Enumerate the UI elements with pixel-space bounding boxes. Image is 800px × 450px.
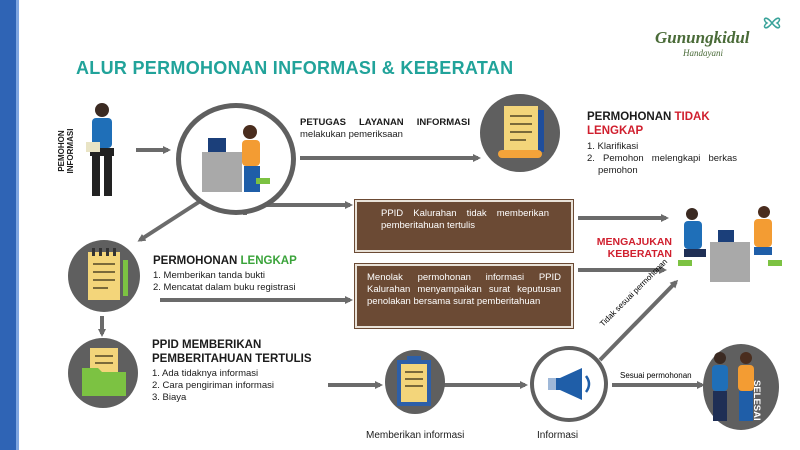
petugas-head: PETUGAS LAYANAN INFORMASI xyxy=(300,117,470,128)
petugas-desc: melakukan pemeriksaan xyxy=(300,129,403,140)
caption-sesuai: Sesuai permohonan xyxy=(620,371,692,380)
caption-informasi: Informasi xyxy=(537,430,579,441)
megaphone-icon xyxy=(546,364,596,404)
clipboard-icon xyxy=(393,354,437,410)
list-item: 2. Mencatat dalam buku registrasi xyxy=(153,282,296,293)
list-item: 1. Ada tidaknya informasi xyxy=(152,368,259,379)
list-item: 1. Klarifikasi xyxy=(587,141,639,152)
menolak-box: Menolak permohonan informasi PPID Kalurahan menyampaikan surat keputusan penolakan bersama surat pemberitahuan xyxy=(355,264,573,328)
keberatan-label: MENGAJUKAN KEBERATAN xyxy=(596,236,672,260)
list-item: 2. Pemohon melengkapi berkas pemohon xyxy=(587,153,737,176)
logo-sub-text: Handayani xyxy=(683,48,723,58)
caption-memberikan: Memberikan informasi xyxy=(366,430,465,441)
tidak-lengkap-head-a: PERMOHONAN xyxy=(587,111,675,123)
ppid-memberikan-text: PPID MEMBERIKAN PEMBERITAHUAN TERTULIS 1. Ada tidaknya informasi 2. Cara pengiriman informasi 3. Biaya xyxy=(152,338,362,404)
tidak-lengkap-text xyxy=(587,110,737,177)
selesai-label: SELESAI xyxy=(751,380,762,421)
tidak-lengkap-head-b: TIDAK LENGKAP xyxy=(587,111,710,137)
pemohon-person-icon xyxy=(80,100,124,200)
list-item: 2. Cara pengiriman informasi xyxy=(152,380,274,391)
petugas-text xyxy=(300,117,470,141)
logo-main-text: Gunungkidul xyxy=(655,28,750,47)
officer-desk-icon xyxy=(196,118,276,198)
list-item: 1. Memberikan tanda bukti xyxy=(153,270,265,281)
lengkap-text xyxy=(153,254,353,294)
lengkap-head-b: LENGKAP xyxy=(240,255,297,267)
lengkap-head-a: PERMOHONAN xyxy=(153,255,241,267)
notepad-icon xyxy=(84,246,134,306)
page-title: ALUR PERMOHONAN INFORMASI & KEBERATAN xyxy=(76,58,514,78)
meeting-people-icon xyxy=(676,204,786,284)
caption-tidak-sesuai: Tidak sesuai permohonan xyxy=(598,257,670,329)
folder-icon xyxy=(80,346,130,400)
document-stack-icon xyxy=(498,104,548,164)
list-item: 3. Biaya xyxy=(152,392,187,403)
pemohon-label: PEMOHON INFORMASI xyxy=(57,128,75,174)
ppid-tidak-box: PPID Kalurahan tidak memberikan pemberitahuan tertulis xyxy=(355,200,573,252)
